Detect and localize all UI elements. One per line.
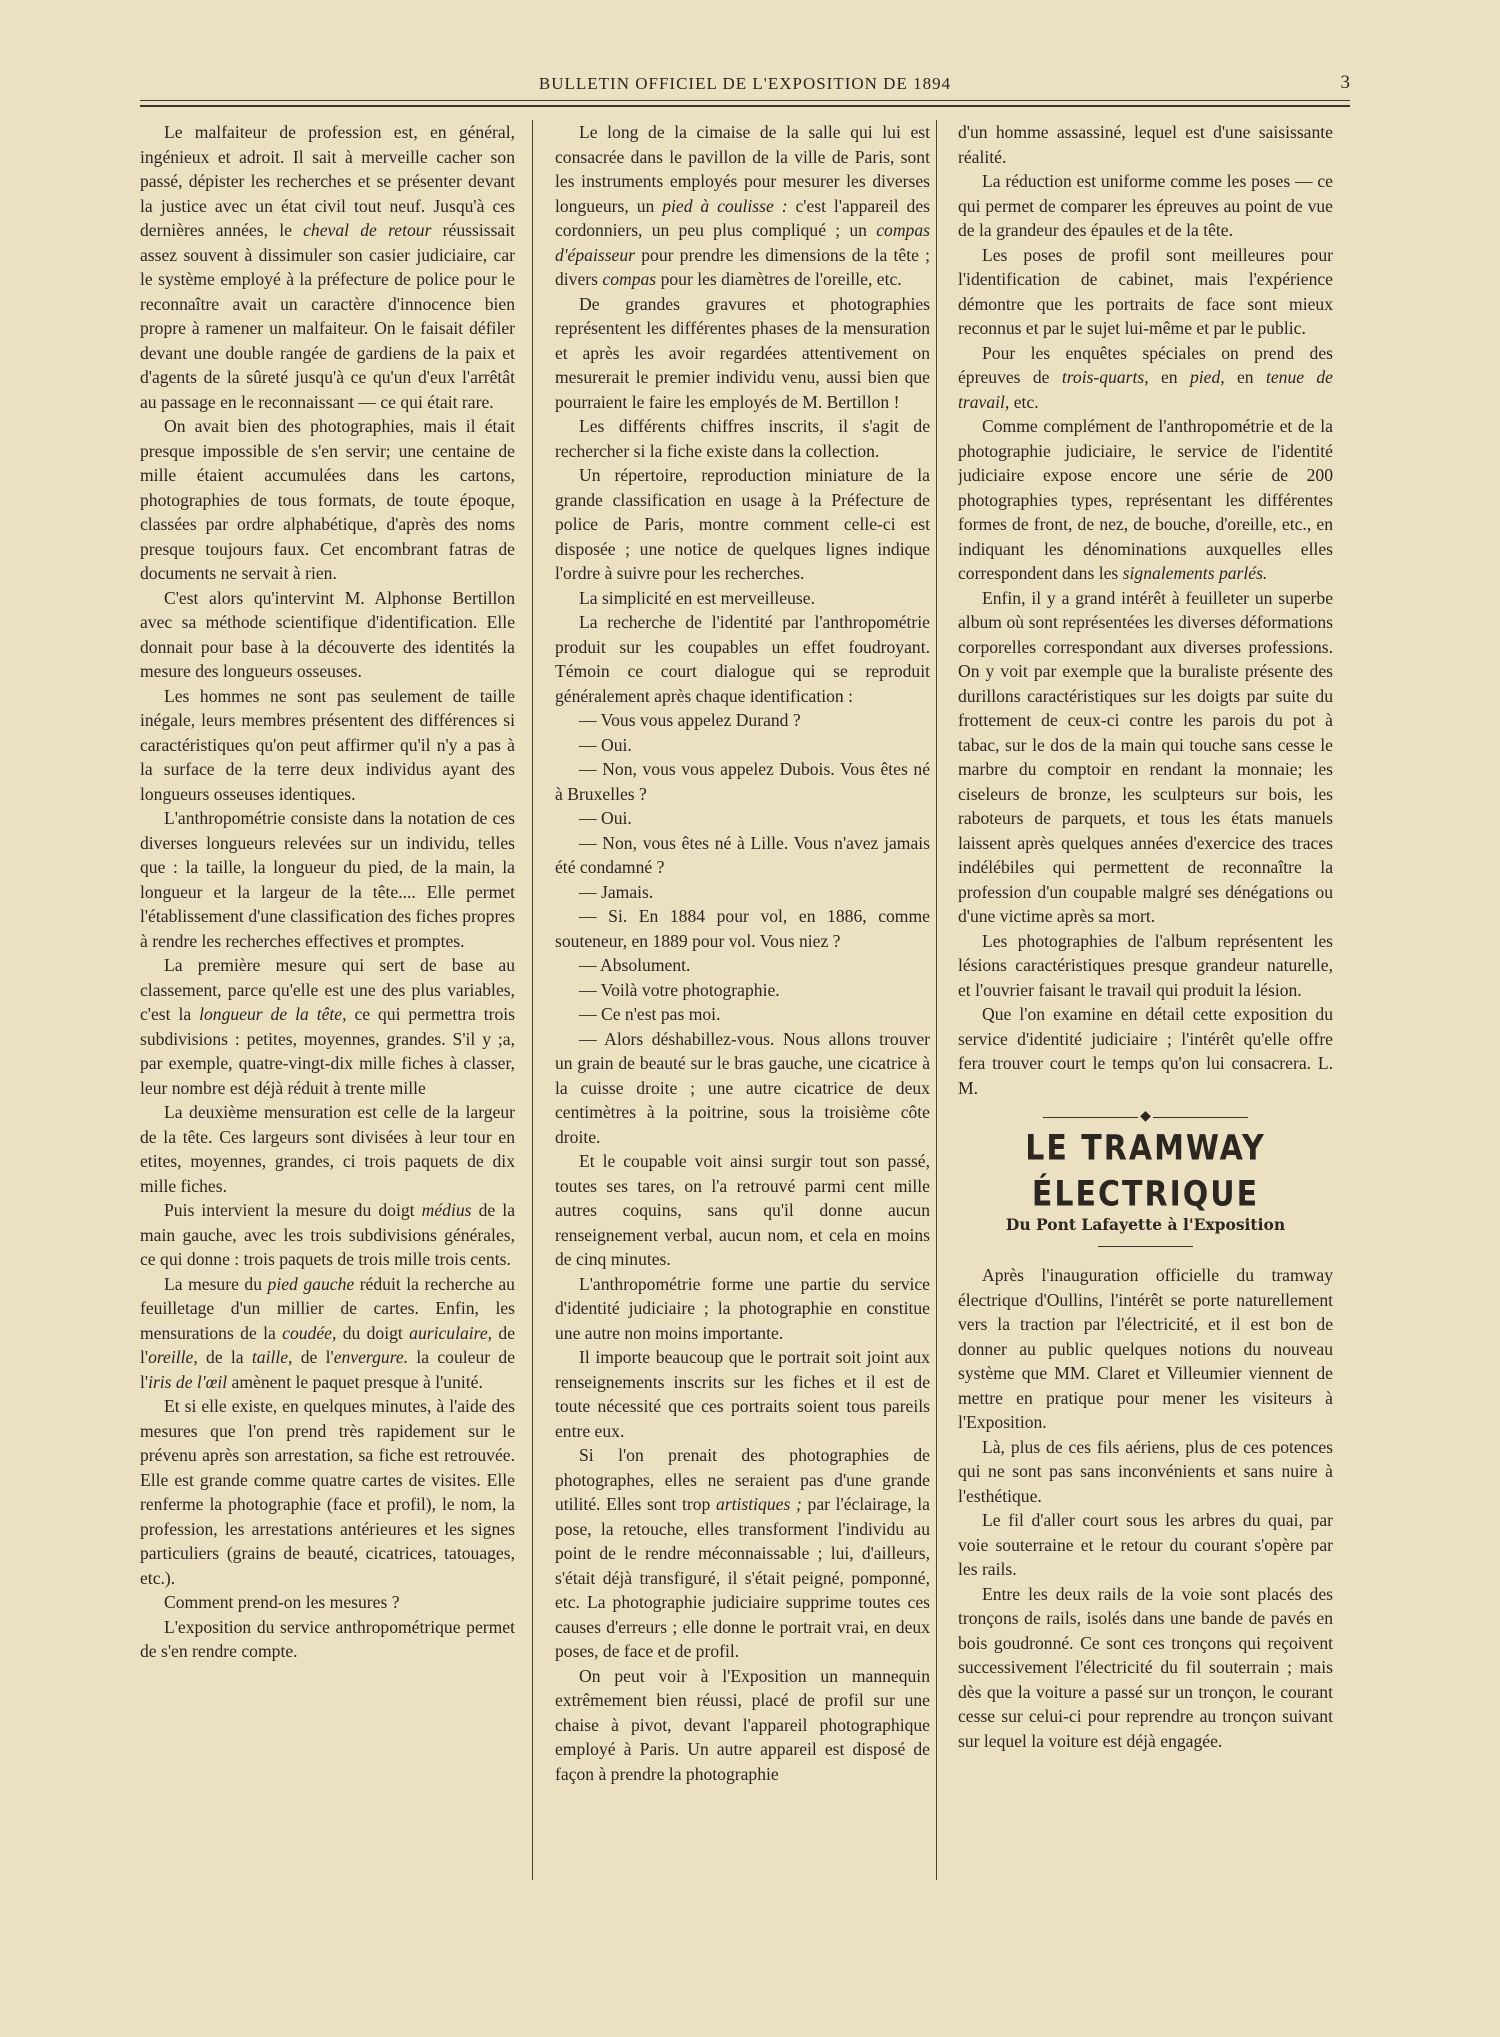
article-subtitle: Du Pont Lafayette à l'Exposition (1005, 1215, 1286, 1234)
ornament-line-right (1153, 1117, 1248, 1118)
paragraph: La recherche de l'identité par l'anthropométrie produit sur les coupables un effet foudroyant. Témoin ce court dialogue qui se reproduit généralement après chaque identification : (555, 612, 930, 706)
paragraph: La simplicité en est merveilleuse. (579, 587, 815, 608)
dialogue-line: — Vous vous appelez Durand ? (579, 710, 801, 730)
header-rule-double (140, 105, 1350, 107)
dialogue-line: — Jamais. (579, 881, 654, 902)
paragraph: Là, plus de ces fils aériens, plus de ces potences qui ne sont pas sans inconvénients et sans nuire à l'esthétique. (958, 1436, 1333, 1506)
dialogue-line: — Ce n'est pas moi. (579, 1004, 721, 1024)
paragraph: L'anthropométrie forme une partie du service d'identité judiciaire ; la photographie en constitue une autre non moins importante. (555, 1273, 930, 1343)
paragraph: Les poses de profil sont meilleures pour l'identification de cabinet, mais l'expérience démontre que les portraits de face sont mieux reconnus et par le sujet lui-même et par le public. (958, 244, 1333, 338)
dialogue-line: — Oui. (579, 734, 632, 755)
paragraph: Les photographies de l'album représentent les lésions caractéristiques presque grandeur naturelle, et l'ouvrier faisant le travail qui produit la lésion. (958, 930, 1333, 1000)
paragraph: Et si elle existe, en quelques minutes, à l'aide des mesures que l'on prend très rapidement sur le prévenu après son arrestation, sa fiche est retrouvée. Elle est grande comme quatre cartes de visites. Elle renferme la photographie (face et profil), le nom, la profession, les arrestations antérieures et les signes particuliers (grains de beauté, cicatrices, tatouages, etc.). (140, 1396, 515, 1588)
header-title: BULLETIN OFFICIEL DE L'EXPOSITION DE 1894 (538, 74, 952, 93)
paragraph: L'exposition du service anthropométrique permet de s'en rendre compte. (140, 1616, 515, 1661)
paragraph: La deuxième mensuration est celle de la largeur de la tête. Ces largeurs sont divisées à leur tour en etites, moyennes, grandes, ci trois paquets de dix mille fiches. (140, 1102, 515, 1196)
dialogue-line: — Absolument. (579, 955, 691, 975)
column-divider (936, 120, 937, 1880)
paragraph: Comme complément de l'anthropométrie et de la photographie judiciaire, le service de l'identité judiciaire expose encore une série de 200 photographies types, représentant les différentes formes de front, de nez, de bouche, d'oreille, etc., en indiquant les dénominations auxquelles elles correspondent dans les signalements parlés. (958, 416, 1333, 583)
paragraph: Puis intervient la mesure du doigt médius de la main gauche, avec les trois subdivisions générales, ce qui donne : trois paquets de trois mille trois cents. (140, 1200, 515, 1269)
column-1 (140, 120, 515, 1880)
paragraph: Le malfaiteur de profession est, en général, ingénieux et adroit. Il sait à merveille cacher son passé, dépister les recherches et se présenter devant la justice avec un état civil tout neuf. Jusqu'à ces dernières années, le cheval de retour réussissait assez souvent à dissimuler son casier judiciaire, car le système employé à la préfecture de police pour le reconnaître avait un caractère d'innocence bien propre à ramener un malfaiteur. On le faisait défiler devant une double rangée de gardiens de la paix et d'agents de la sûreté jusqu'à ce qu'un d'eux l'arrêtât au passage en le reconnaissant — ce qui était rare. (140, 122, 515, 412)
paragraph: Enfin, il y a grand intérêt à feuilleter un superbe album où sont représentées les diverses déformations corporelles correspondant aux diverses professions. On y voit par exemple que la buraliste présente des durillons caractéristiques sur les doigts par suite du frottement de ceux-ci contre les parois du pot à tabac, sur le dos de la main qui touche sans cesse le marbre du comptoir en rendant la monnaie; les ciseleurs de bronze, les sculpteurs sur bois, les raboteurs de parquets, et tous les états manuels laissent après quelques années d'exercice des traces indélébiles qui permettent de reconnaître la profession d'un coupable malgré ses dénégations ou d'une victime après sa mort. (958, 587, 1333, 926)
signature: L. M. (958, 1053, 1333, 1098)
dialogue-line: — Voilà votre photographie. (579, 979, 780, 1000)
subtitle-rule (1098, 1246, 1193, 1247)
dialogue-line: — Alors déshabillez-vous. Nous allons trouver un grain de beauté sur le bras gauche, une cicatrice à la cuisse droite ; une autre cicatrice de deux centimètres à la poitrine, sous la troisième côte droite. (555, 1028, 930, 1147)
paragraph: Et le coupable voit ainsi surgir tout son passé, toutes ses tares, on l'a retrouvé parmi cent mille autres coquins, sans qu'il donne aucun renseignement verbal, aucun nom, et cela en moins de cinq minutes. (555, 1151, 930, 1269)
dialogue-line: — Oui. (579, 808, 632, 828)
paragraph: Les hommes ne sont pas seulement de taille inégale, leurs membres présentent des différences si caractéristiques qu'on peut affirmer qu'il n'y a pas à la surface de la terre deux individus ayant des longueurs osseuses identiques. (140, 685, 515, 804)
paragraph: Un répertoire, reproduction miniature de la grande classification en usage à la Préfecture de police de Paris, montre comment celle-ci est disposée ; une notice de quelques lignes indique l'ordre à suivre pour les recherches. (555, 465, 930, 583)
article-title: LE TRAMWAY ÉLECTRIQUE (1025, 1128, 1266, 1215)
paragraph: Le long de la cimaise de la salle qui lui est consacrée dans le pavillon de la ville de Paris, sont les instruments employés pour mesurer les diverses longueurs, un pied à coulisse : c'est l'appareil des cordonniers, un peu plus compliqué ; un compas d'épaisseur pour prendre les dimensions de la tête ; divers compas pour les diamètres de l'oreille, etc. (555, 122, 930, 289)
paragraph: Les différents chiffres inscrits, il s'agit de rechercher si la fiche existe dans la collection. (555, 416, 930, 461)
paragraph: On avait bien des photographies, mais il était presque impossible de s'en servir; une centaine de mille étaient accumulées dans les cartons, photographies de tous formats, de toute époque, classées par ordre alphabétique, d'après des noms presque toujours faux. Cet encombrant fatras de documents ne servait à rien. (140, 416, 515, 583)
paragraph: Après l'inauguration officielle du tramway électrique d'Oullins, l'intérêt se porte naturellement vers la traction par l'électricité, et il est bon de donner au public quelques notions du nouveau système que MM. Claret et Villeumier viennent de mettre en pratique pour mener les visiteurs à l'Exposition. (958, 1265, 1333, 1432)
page-header (140, 70, 1350, 100)
page-number: 3 (1340, 72, 1350, 93)
paragraph: De grandes gravures et photographies représentent les différentes phases de la mensuration et après les avoir regardées attentivement on mesurerait le premier individu venu, aussi bien que pourraient le faire les employés de M. Bertillon ! (555, 293, 930, 412)
paragraph: L'anthropométrie consiste dans la notation de ces diverses longueurs relevées sur un individu, telles que : la taille, la longueur du pied, de la main, la longueur et la largeur de la tête.... Elle permet l'établissement d'une classification des fiches propres à rendre les recherches effectives et promptes. (140, 808, 515, 951)
section-ornament (958, 1110, 1333, 1124)
paragraph: Il importe beaucoup que le portrait soit joint aux renseignements inscrits sur les fiches et il est de toute nécessité que ces portraits soient tous pareils entre eux. (555, 1347, 930, 1441)
header-rule (140, 100, 1350, 101)
paragraph: Entre les deux rails de la voie sont placés des tronçons de rails, isolés dans une bande de pavés en bois goudronné. Ce sont ces tronçons qui reçoivent successivement l'électricité du fil souterrain ; mais dès que la voiture a passé sur un tronçon, le courant cesse sur celui-ci pour reprendre au tronçon suivant sur lequel la voiture est déjà engagée. (958, 1583, 1333, 1751)
dialogue-line: — Si. En 1884 pour vol, en 1886, comme souteneur, en 1889 pour vol. Vous niez ? (555, 906, 930, 951)
paragraph: Si l'on prenait des photographies de photographes, elles ne seraient pas d'une grande utilité. Elles sont trop artistiques ; par l'éclairage, la pose, la retouche, elles transforment l'individu au point de le rendre méconnaissable ; lui, d'ailleurs, s'était déjà transfiguré, il s'était peigné, pomponné, etc. La photographie judiciaire supprime toutes ces causes d'erreurs ; elle donne le portrait vrai, en deux poses, de face et de profil. (555, 1445, 930, 1661)
column-2 (555, 120, 930, 1880)
column-3 (958, 120, 1333, 1880)
paragraph: Comment prend-on les mesures ? (164, 1592, 400, 1612)
paragraph: C'est alors qu'intervint M. Alphonse Bertillon avec sa méthode scientifique d'identification. Elle donnait pour base à la découverte des identités la mesure des longueurs osseuses. (140, 587, 515, 681)
paragraph: On peut voir à l'Exposition un mannequin extrêmement bien réussi, placé de profil sur une chaise à pivot, devant l'appareil photographique employé à Paris. Un autre appareil est disposé de façon à prendre la photographie (555, 1665, 930, 1784)
ornament-line-left (1043, 1117, 1138, 1118)
paragraph: La première mesure qui sert de base au classement, parce qu'elle est une des plus variables, c'est la longueur de la tête, ce qui permettra trois subdivisions : petites, moyennes, grandes. S'il y ;a, par exemple, quatre-vingt-dix mille fiches à classer, leur nombre est déjà réduit à trente mille (140, 955, 515, 1098)
paragraph: Que l'on examine en détail cette exposition du service d'identité judiciaire ; l'intérêt qu'elle offre fera trouver court le temps qu'on lui consacrera. L. M. (958, 1004, 1333, 1098)
dialogue-line: — Non, vous vous appelez Dubois. Vous êtes né à Bruxelles ? (555, 759, 930, 804)
paragraph: Le fil d'aller court sous les arbres du quai, par voie souterraine et le retour du courant s'opère par les rails. (958, 1510, 1333, 1579)
column-divider (532, 120, 533, 1880)
paragraph: Pour les enquêtes spéciales on prend des épreuves de trois-quarts, en pied, en tenue de travail, etc. (958, 342, 1333, 412)
dialogue-line: — Non, vous êtes né à Lille. Vous n'avez jamais été condamné ? (555, 832, 930, 877)
paragraph: La mesure du pied gauche réduit la recherche au feuilletage d'un millier de cartes. Enfin, les mensurations de la coudée, du doigt auriculaire, de l'oreille, de la taille, de l'envergure. la couleur de l'iris de l'œil amènent le paquet presque à l'unité. (140, 1273, 515, 1392)
paragraph-continuation: d'un homme assassiné, lequel est d'une saisissante réalité. (958, 122, 1333, 167)
paragraph: La réduction est uniforme comme les poses — ce qui permet de comparer les épreuves au point de vue de la grandeur des épaules et de la tête. (958, 171, 1333, 240)
diamond-icon: ◆ (1140, 1109, 1151, 1124)
